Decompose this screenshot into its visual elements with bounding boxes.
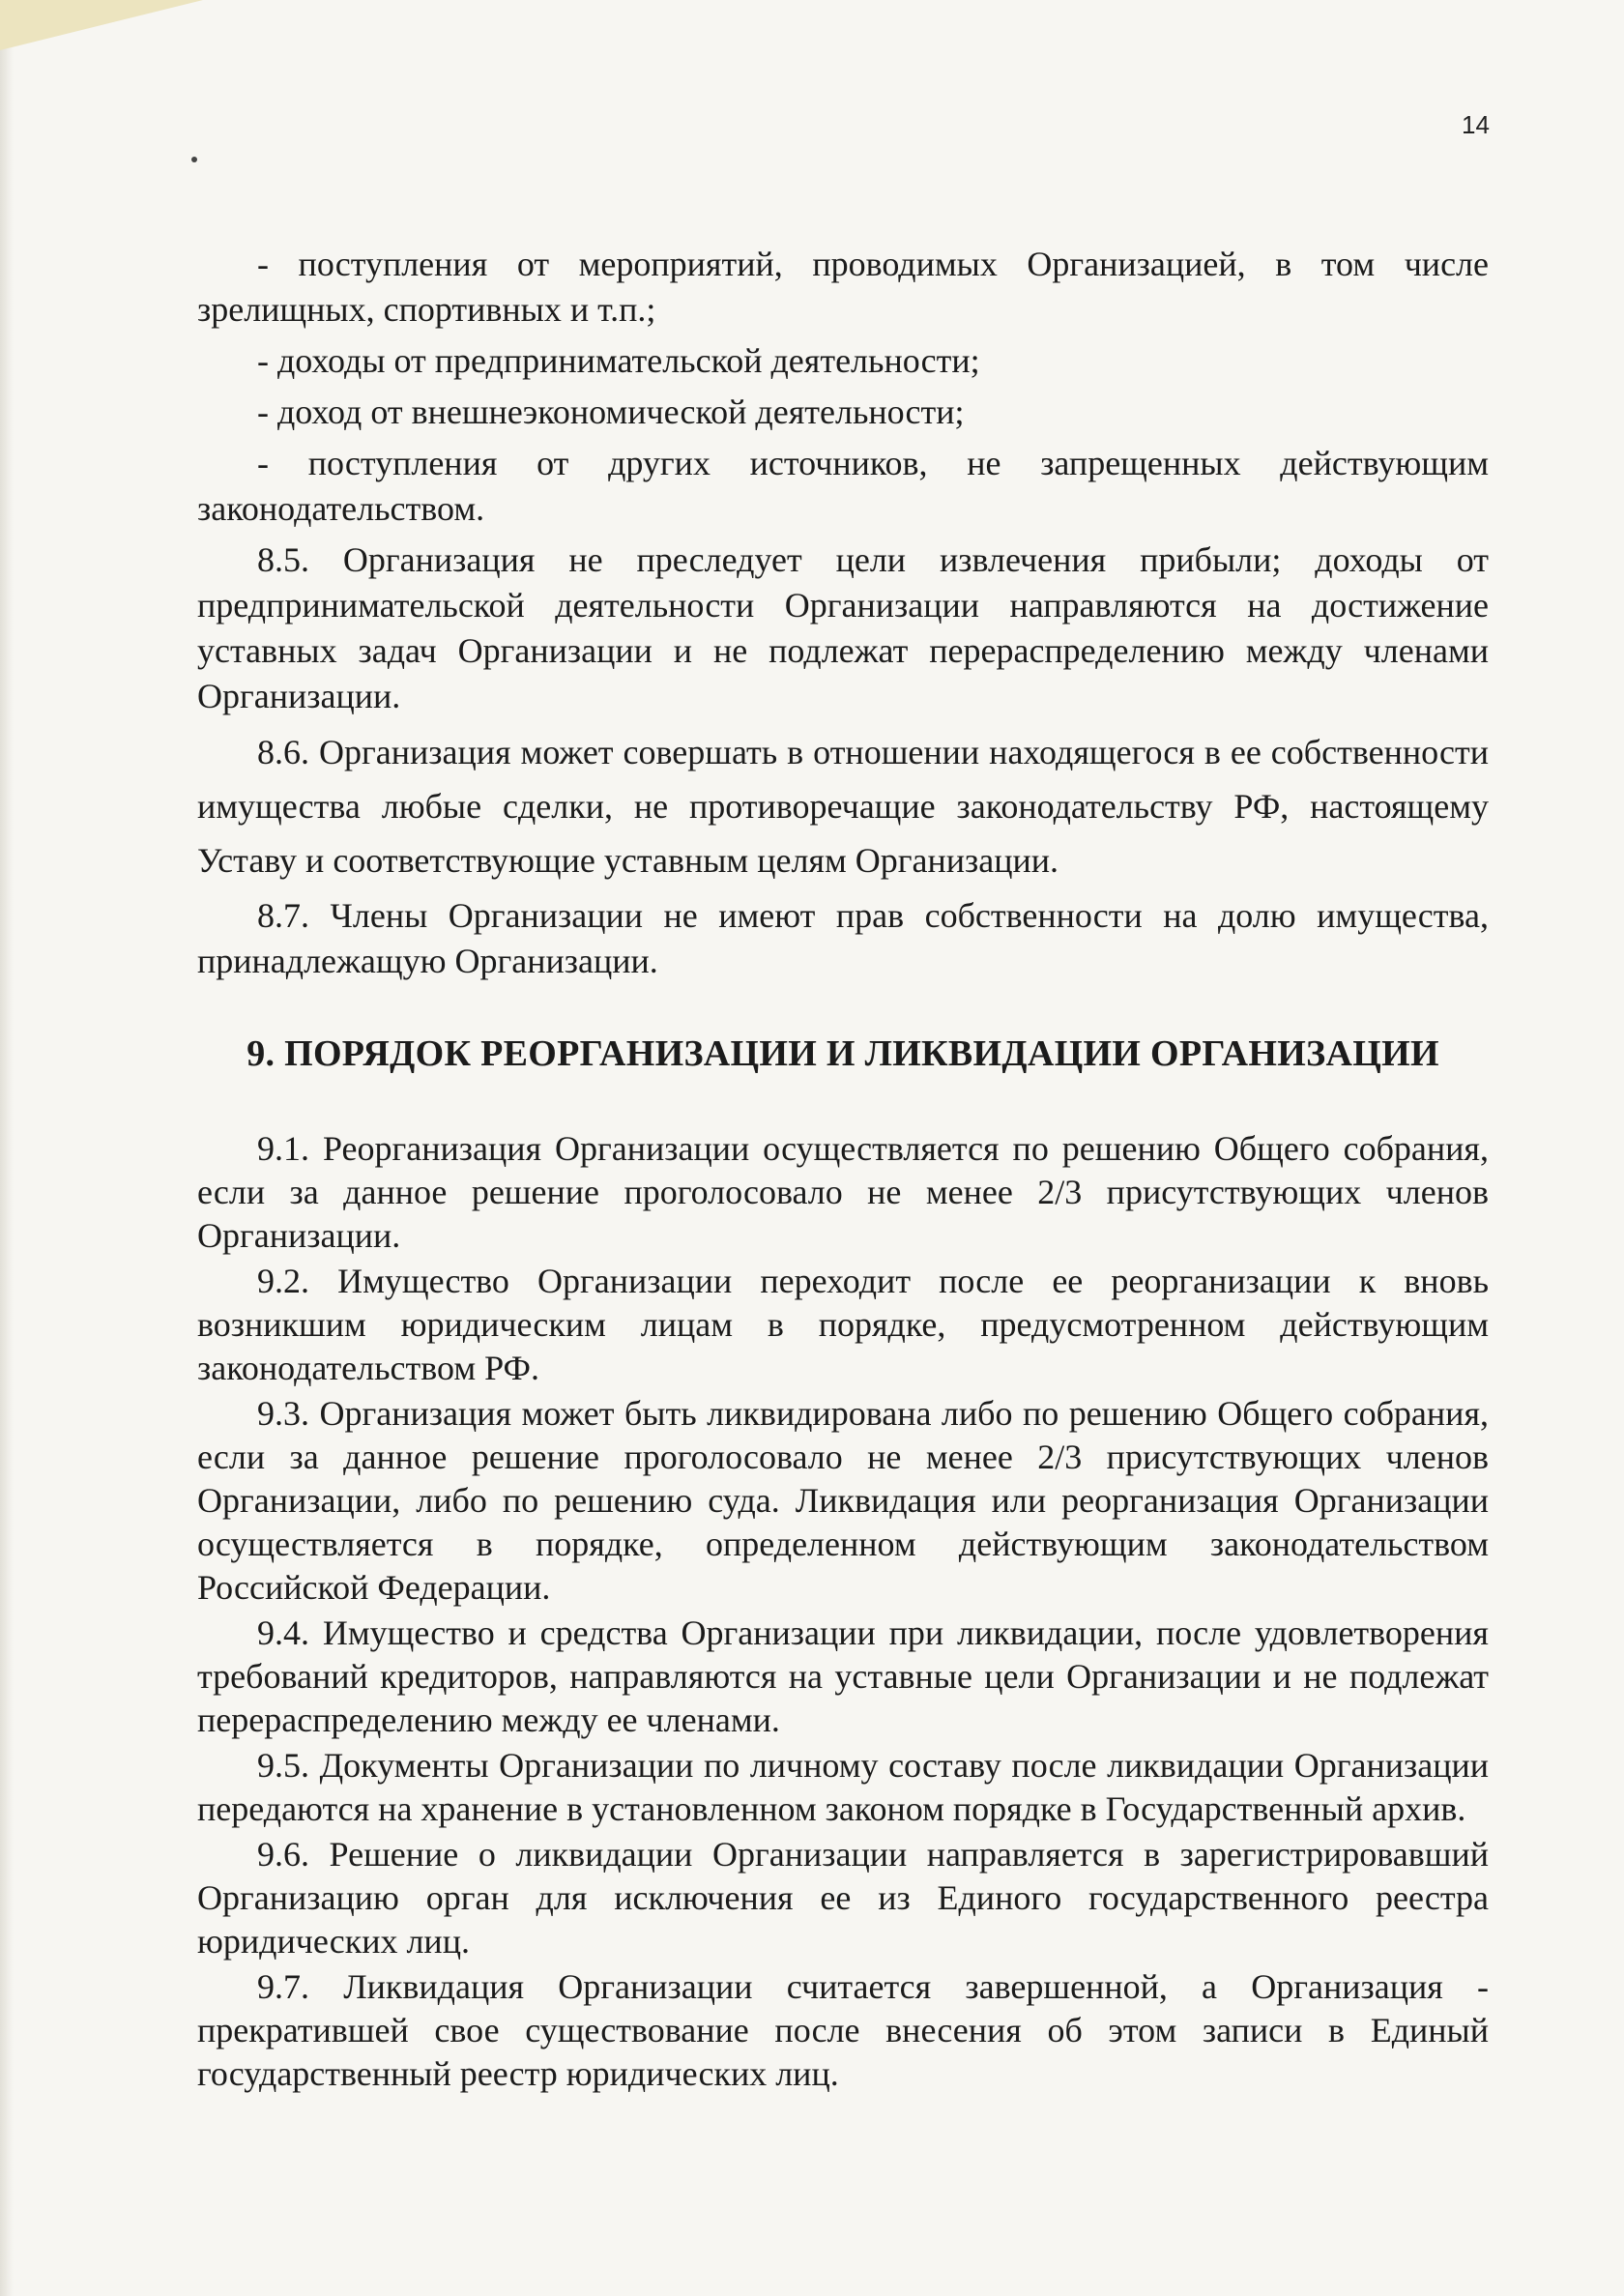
page-dot-mark bbox=[191, 157, 197, 162]
clause-8-5: 8.5. Организация не преследует цели извлечения прибыли; доходы от предпринимательской деятельности Организации направляются на достижение уставных задач Организации и не подлежат перераспределению между членами Организации. bbox=[197, 540, 1489, 715]
page-binding-edge bbox=[0, 0, 14, 2296]
income-item-events: - поступления от мероприятий, проводимых Организацией, в том числе зрелищных, спортивных и т.п.; bbox=[197, 245, 1489, 329]
income-item-foreign-trade: - доход от внешнеэкономической деятельности; bbox=[257, 392, 965, 431]
clause-9-2: 9.2. Имущество Организации переходит после ее реорганизации к вновь возникшим юридическим лицам в порядке, предусмотренном действующим законодательством РФ. bbox=[197, 1262, 1489, 1387]
clause-9-3: 9.3. Организация может быть ликвидирована либо по решению Общего собрания, если за данное решение проголосовало не менее 2/3 присутствующих членов Организации, либо по решению суда. Ликвидация или реорганизация Организации осуществляется в порядке, определенном действующим законодательством Российской Федерации. bbox=[197, 1394, 1489, 1607]
clause-9-5: 9.5. Документы Организации по личному составу после ликвидации Организации передаются на хранение в установленном законом порядке в Государственный архив. bbox=[197, 1746, 1489, 1828]
clause-8-6: 8.6. Организация может совершать в отношении находящегося в ее собственности имущества любые сделки, не противоречащие законодательству РФ, настоящему Уставу и соответствующие уставным целям Организации. bbox=[197, 733, 1489, 880]
income-item-other-sources: - поступления от других источников, не запрещенных действующим законодательством. bbox=[197, 444, 1489, 528]
page-corner-fold bbox=[0, 0, 203, 50]
income-item-business: - доходы от предпринимательской деятельности; bbox=[257, 341, 980, 380]
section-9-heading: 9. ПОРЯДОК РЕОРГАНИЗАЦИИ И ЛИКВИДАЦИИ ОРГАНИЗАЦИИ bbox=[246, 1033, 1439, 1074]
section-8-continuation bbox=[197, 242, 1489, 984]
clause-9-7: 9.7. Ликвидация Организации считается завершенной, а Организация - прекратившей свое существование после внесения об этом записи в Единый государственный реестр юридических лиц. bbox=[197, 1967, 1489, 2093]
page-number: 14 bbox=[1462, 110, 1490, 139]
section-9-body bbox=[197, 1127, 1489, 2096]
clause-9-6: 9.6. Решение о ликвидации Организации направляется в зарегистрировавший Организацию орган для исключения ее из Единого государственного реестра юридических лиц. bbox=[197, 1835, 1489, 1961]
clause-9-4: 9.4. Имущество и средства Организации при ликвидации, после удовлетворения требований кредиторов, направляются на уставные цели Организации и не подлежат перераспределению между ее членами. bbox=[197, 1613, 1489, 1739]
document-body bbox=[197, 242, 1489, 2098]
clause-8-7: 8.7. Члены Организации не имеют прав собственности на долю имущества, принадлежащую Организации. bbox=[197, 896, 1489, 980]
clause-9-1: 9.1. Реорганизация Организации осуществляется по решению Общего собрания, если за данное решение проголосовало не менее 2/3 присутствующих членов Организации. bbox=[197, 1129, 1489, 1255]
